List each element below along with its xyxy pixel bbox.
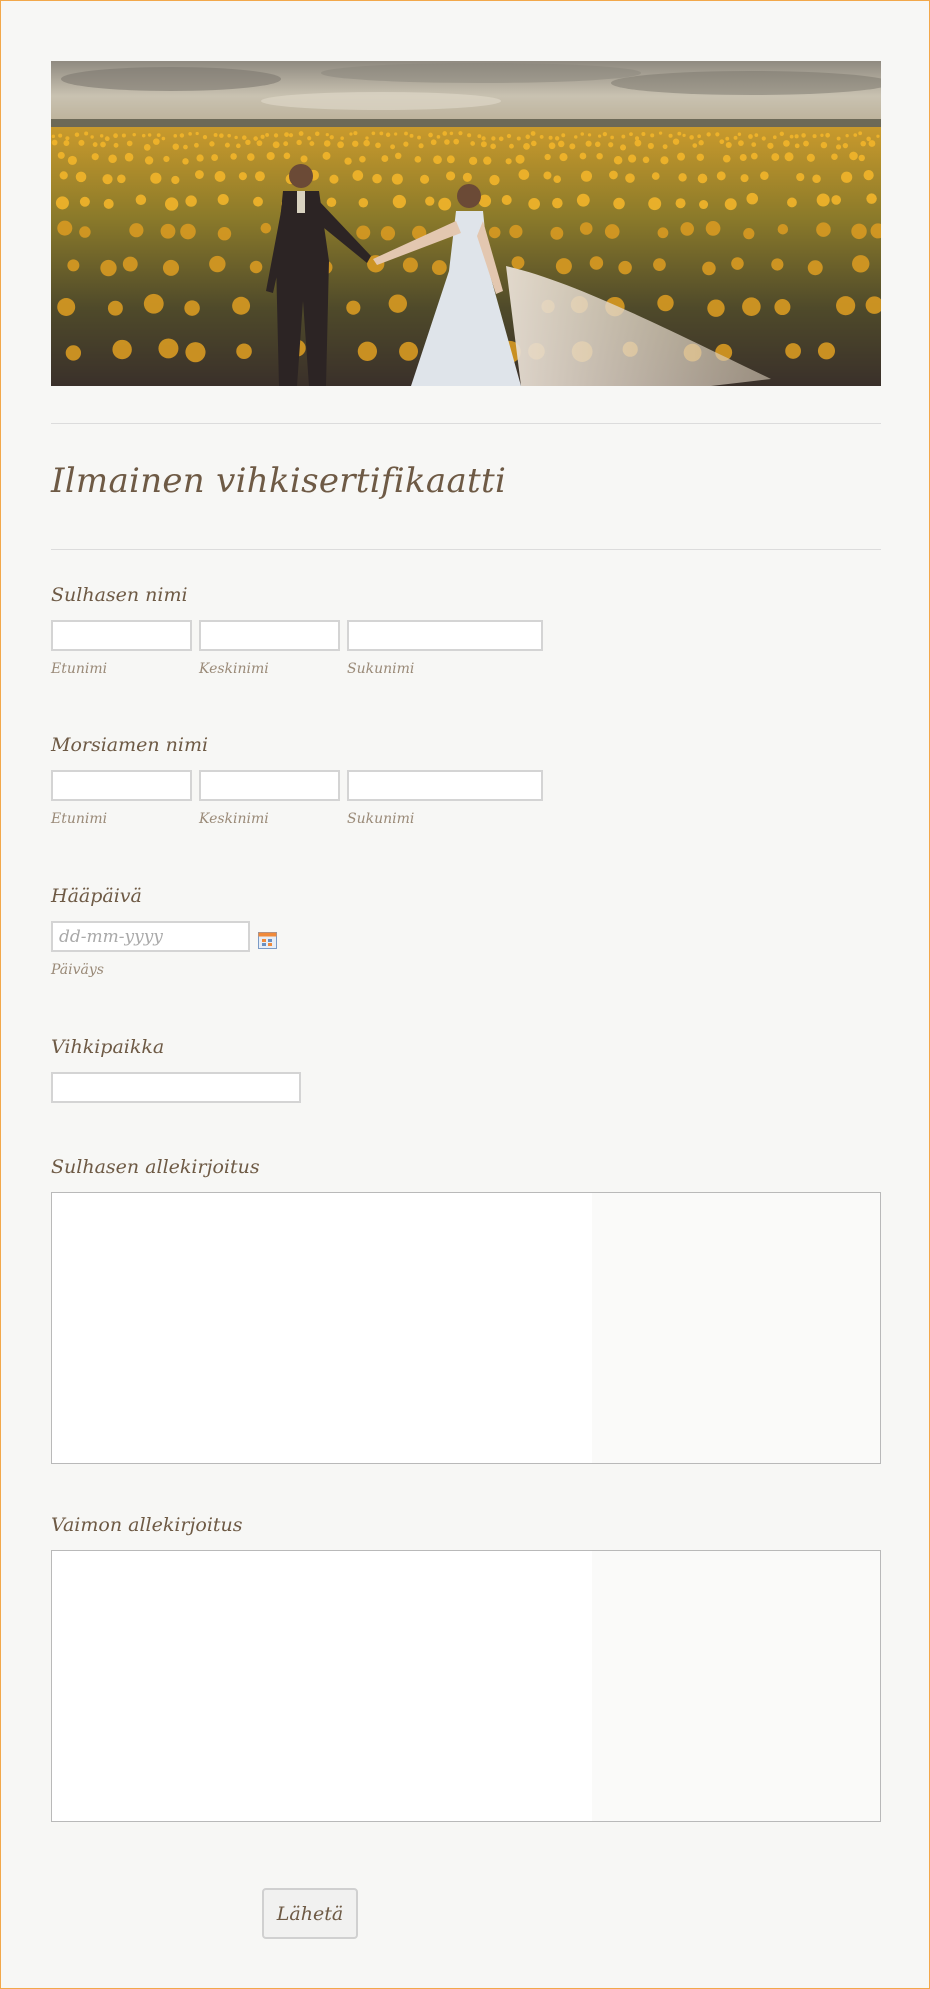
wedding-date-sublabel: Päiväys xyxy=(51,962,104,978)
divider xyxy=(51,549,881,550)
groom-signature-label: Sulhasen allekirjoitus xyxy=(51,1156,260,1178)
signature-canvas[interactable] xyxy=(52,1193,592,1463)
venue-input[interactable] xyxy=(51,1072,301,1103)
groom-name-label: Sulhasen nimi xyxy=(51,584,188,606)
divider xyxy=(51,423,881,424)
bride-signature-pad[interactable] xyxy=(51,1550,881,1822)
hero-image xyxy=(51,61,881,386)
groom-middle-name-sublabel: Keskinimi xyxy=(199,661,269,677)
bride-first-name-sublabel: Etunimi xyxy=(51,811,108,827)
groom-signature-pad[interactable] xyxy=(51,1192,881,1464)
bride-last-name-sublabel: Sukunimi xyxy=(347,811,415,827)
bride-last-name-input[interactable] xyxy=(347,770,543,801)
groom-first-name-input[interactable] xyxy=(51,620,192,651)
bride-middle-name-input[interactable] xyxy=(199,770,340,801)
groom-middle-name-input[interactable] xyxy=(199,620,340,651)
groom-first-name-sublabel: Etunimi xyxy=(51,661,108,677)
signature-canvas[interactable] xyxy=(52,1551,592,1821)
bride-first-name-input[interactable] xyxy=(51,770,192,801)
submit-button[interactable]: Lähetä xyxy=(262,1888,358,1939)
form-title: Ilmainen vihkisertifikaatti xyxy=(51,461,507,501)
groom-last-name-sublabel: Sukunimi xyxy=(347,661,415,677)
bride-name-label: Morsiamen nimi xyxy=(51,734,209,756)
calendar-icon[interactable] xyxy=(258,932,277,949)
wedding-photo xyxy=(51,61,881,386)
bride-middle-name-sublabel: Keskinimi xyxy=(199,811,269,827)
venue-label: Vihkipaikka xyxy=(51,1036,165,1058)
wedding-date-label: Hääpäivä xyxy=(51,885,142,907)
bride-signature-label: Vaimon allekirjoitus xyxy=(51,1514,243,1536)
groom-last-name-input[interactable] xyxy=(347,620,543,651)
wedding-date-input[interactable] xyxy=(51,921,250,952)
